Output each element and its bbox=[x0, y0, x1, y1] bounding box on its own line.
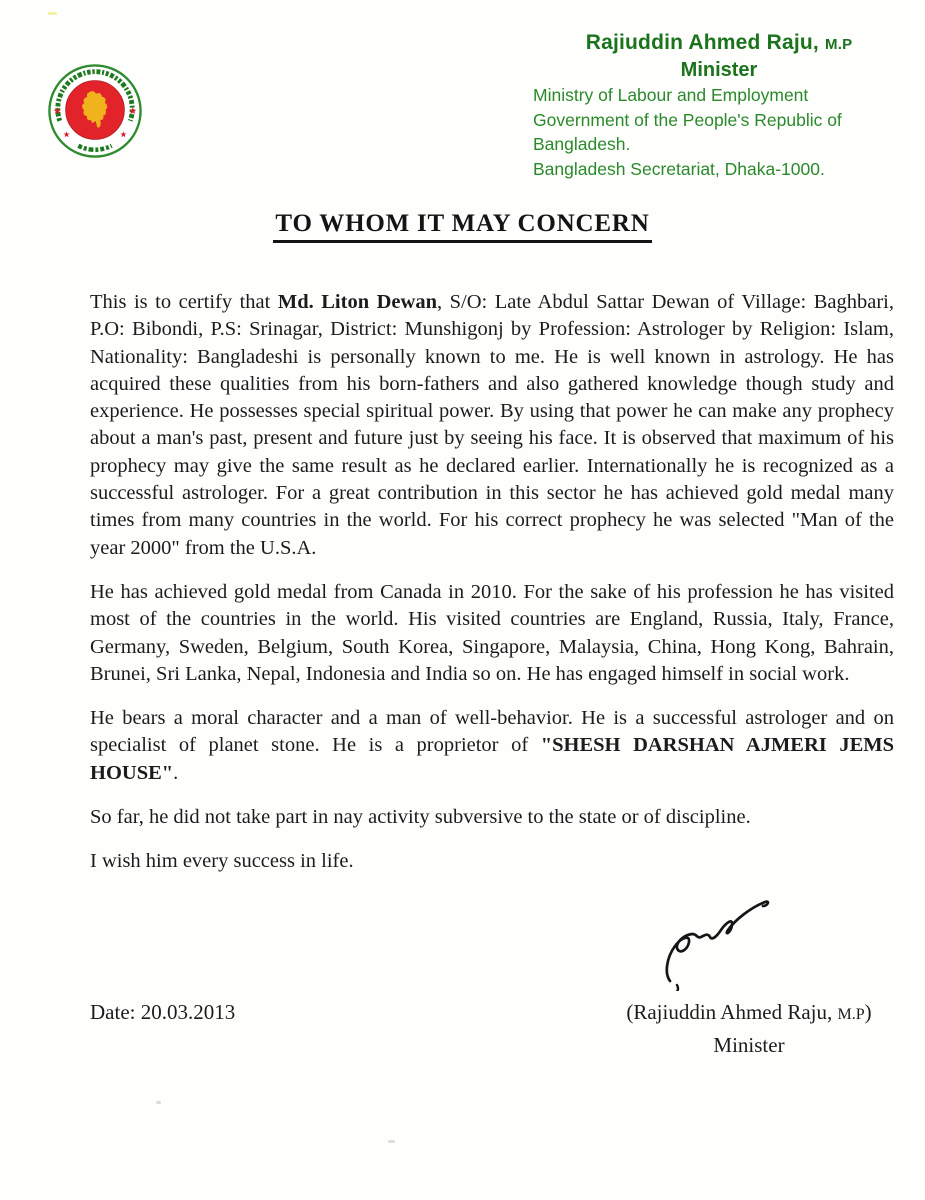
subject-name: Md. Liton Dewan bbox=[277, 291, 437, 313]
government-line: Government of the People's Republic of Bangladesh. bbox=[533, 109, 842, 154]
letter-body bbox=[90, 289, 894, 893]
minister-name-mp: M.P bbox=[825, 36, 853, 53]
signatory-title: Minister bbox=[713, 1033, 785, 1057]
paragraph-3 bbox=[90, 705, 894, 787]
signatory-name bbox=[593, 1000, 905, 1025]
scan-artifact bbox=[388, 1140, 395, 1143]
signature-icon bbox=[646, 893, 786, 991]
paragraph-1 bbox=[90, 289, 894, 562]
secretariat-line: Bangladesh Secretariat, Dhaka-1000. bbox=[533, 158, 825, 179]
p1-prefix: This is to certify that bbox=[90, 291, 278, 313]
signatory-name-mp: M.P bbox=[837, 1006, 865, 1023]
bangladesh-govt-seal-icon bbox=[46, 62, 144, 160]
minister-designation: Minister bbox=[680, 59, 758, 81]
minister-name-text: Rajiuddin Ahmed Raju, bbox=[585, 31, 825, 54]
letterhead bbox=[531, 30, 907, 181]
paragraph-4: So far, he did not take part in nay activity subversive to the state or of discipline. bbox=[90, 806, 751, 829]
seal-graphic bbox=[46, 62, 144, 160]
p1-rest: , S/O: Late Abdul Sattar Dewan of Village: Baghbari, P.O: Bibondi, P.S: Srinagar, District: Munshigonj by Profession: Astrologer by Religion: Islam, Nationality: Bangladeshi is personally known to me. He is well known in astrology. He has acquired these qualities from his born-fathers and also gathered knowledge though study and experience. He possesses special spiritual power. By using that power he can make any prophecy about a man's past, present and future just by seeing his face. It is observed that maximum of his prophecy may give the same result as he declared earlier. Internationally he is recognized as a successful astrologer. For a great contribution in this sector he has achieved gold medal many times from many countries in the world. For his correct prophecy he was selected "Man of the year 2000" from the U.S.A. bbox=[90, 291, 894, 559]
date-line: Date: 20.03.2013 bbox=[90, 1000, 236, 1024]
ministry-line: Ministry of Labour and Employment bbox=[533, 85, 809, 105]
paragraph-2: He has achieved gold medal from Canada in 2010. For the sake of his profession he has visited most of the countries in the world. His visited countries are England, Russia, Italy, France, Germany, Sweden, Belgium, South Korea, Singapore, Malaysia, China, Hong Kong, Bahrain, Brunei, Sri Lanka, Nepal, Indonesia and India so on. He has engaged himself in social work. bbox=[90, 580, 894, 685]
signatory-name-close: ) bbox=[864, 1000, 872, 1024]
letter-title-text: TO WHOM IT MAY CONCERN bbox=[273, 210, 651, 243]
p3-suffix: . bbox=[173, 761, 179, 784]
paragraph-5: I wish him every success in life. bbox=[90, 850, 354, 873]
p3-prefix: He bears a moral character and a man of well-behavior. He is a successful astrologer and on specialist of planet stone. He is a proprietor of bbox=[90, 707, 894, 757]
minister-name bbox=[531, 30, 907, 57]
letter-title bbox=[0, 210, 925, 243]
business-name: "SHESH DARSHAN AJMERI JEMS HOUSE" bbox=[90, 734, 894, 784]
scan-artifact bbox=[156, 1101, 161, 1104]
signatory-name-text: (Rajiuddin Ahmed Raju, bbox=[626, 1000, 838, 1024]
scan-artifact bbox=[48, 12, 57, 15]
